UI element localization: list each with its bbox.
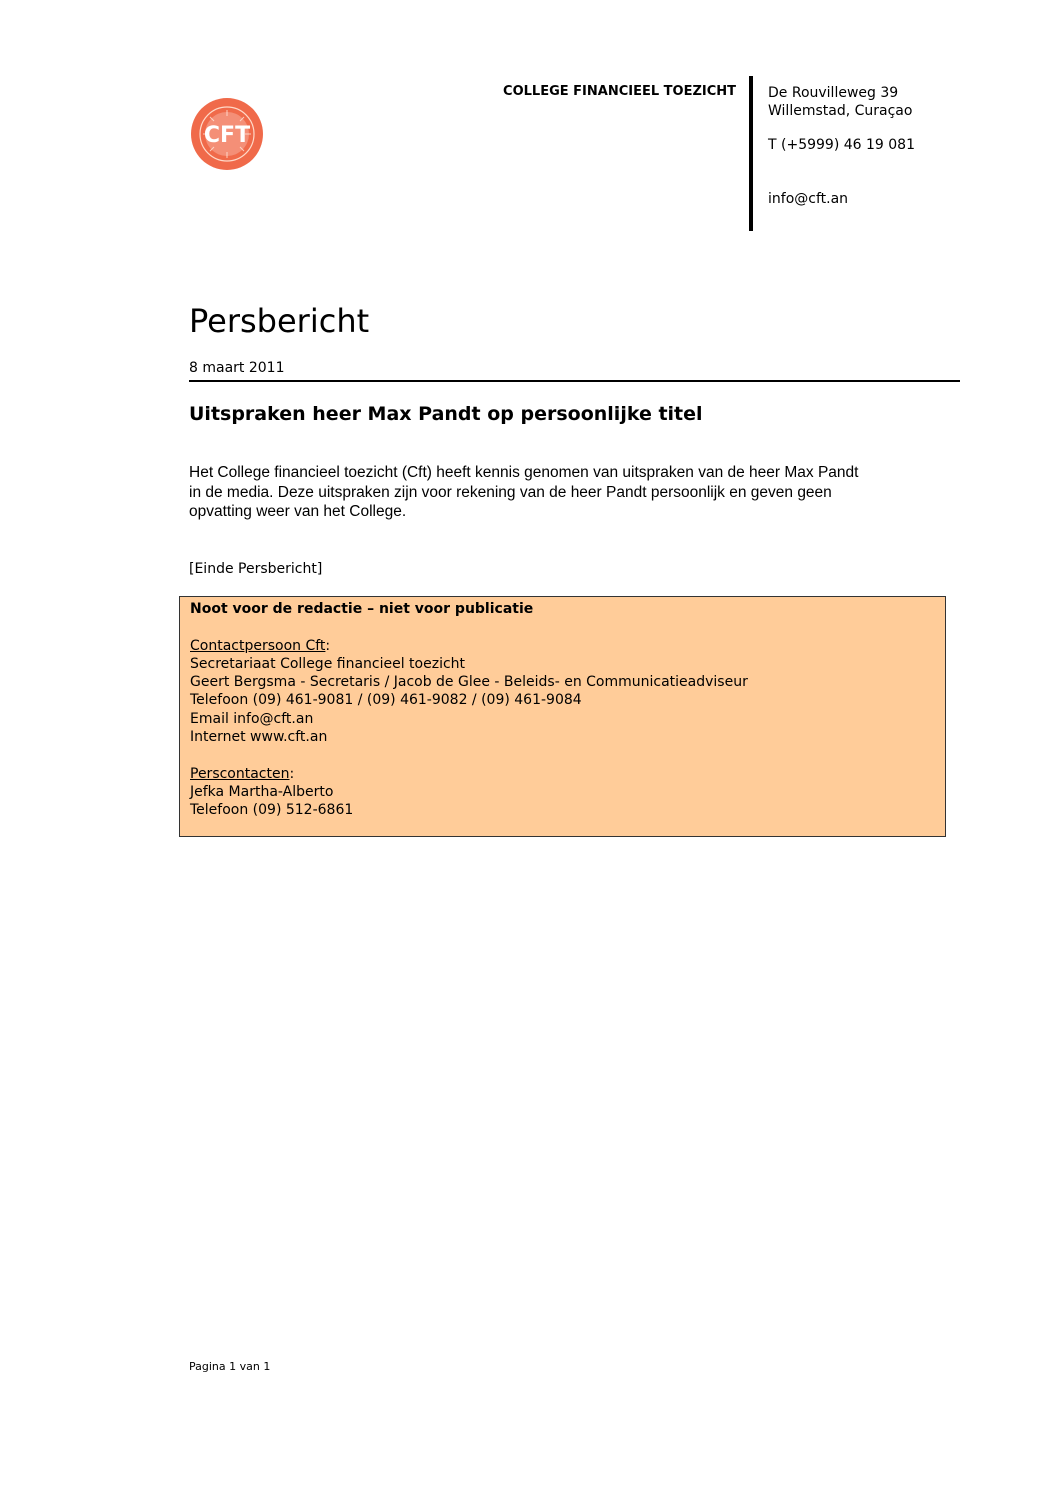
document-date: 8 maart 2011 [189, 360, 285, 376]
header-divider [749, 76, 753, 231]
contact-line: Geert Bergsma - Secretaris / Jacob de Glee - Beleids- en Communicatieadviseur [190, 674, 748, 691]
contact-heading [190, 637, 748, 655]
address-city: Willemstad, Curaçao [768, 103, 913, 119]
document-subtitle: Uitspraken heer Max Pandt op persoonlijke titel [189, 403, 703, 425]
contact-line: Internet www.cft.an [190, 729, 328, 746]
body-line: opvatting weer van het College. [189, 503, 407, 520]
editor-note-box [179, 596, 946, 837]
phone-number: T (+5999) 46 19 081 [768, 137, 915, 153]
page-number: Pagina 1 van 1 [189, 1360, 271, 1373]
title-rule [189, 380, 960, 382]
body-line: Het College financieel toezicht (Cft) heeft kennis genomen van uitspraken van de heer Max Pandt [189, 464, 859, 481]
contact-line: Telefoon (09) 461-9081 / (09) 461-9082 / (09) 461-9084 [190, 692, 582, 709]
press-line: Telefoon (09) 512-6861 [190, 802, 354, 819]
spacer [190, 746, 748, 764]
press-heading [190, 765, 748, 783]
body-line: in de media. Deze uitspraken zijn voor rekening van de heer Pandt persoonlijk en geven geen [189, 483, 832, 501]
contact-label: Contactpersoon Cft [190, 637, 326, 654]
email-address: info@cft.an [768, 191, 849, 207]
contact-colon: : [325, 637, 331, 654]
address-street: De Rouvilleweg 39 [768, 85, 899, 101]
svg-text:CFT: CFT [203, 123, 251, 148]
note-heading: Noot voor de redactie – niet voor publicatie [190, 601, 534, 617]
spacer [190, 618, 748, 636]
contact-line: Email info@cft.an [190, 710, 314, 727]
contact-line: Secretariaat College financieel toezicht [190, 655, 466, 672]
press-colon: : [289, 765, 295, 782]
press-label: Perscontacten [190, 765, 290, 782]
cft-logo [189, 96, 265, 172]
organization-name: COLLEGE FINANCIEEL TOEZICHT [503, 84, 736, 99]
body-paragraph [189, 463, 964, 522]
press-line: Jefka Martha-Alberto [190, 783, 334, 800]
document-title: Persbericht [189, 302, 370, 340]
end-note: [Einde Persbericht] [189, 561, 323, 577]
